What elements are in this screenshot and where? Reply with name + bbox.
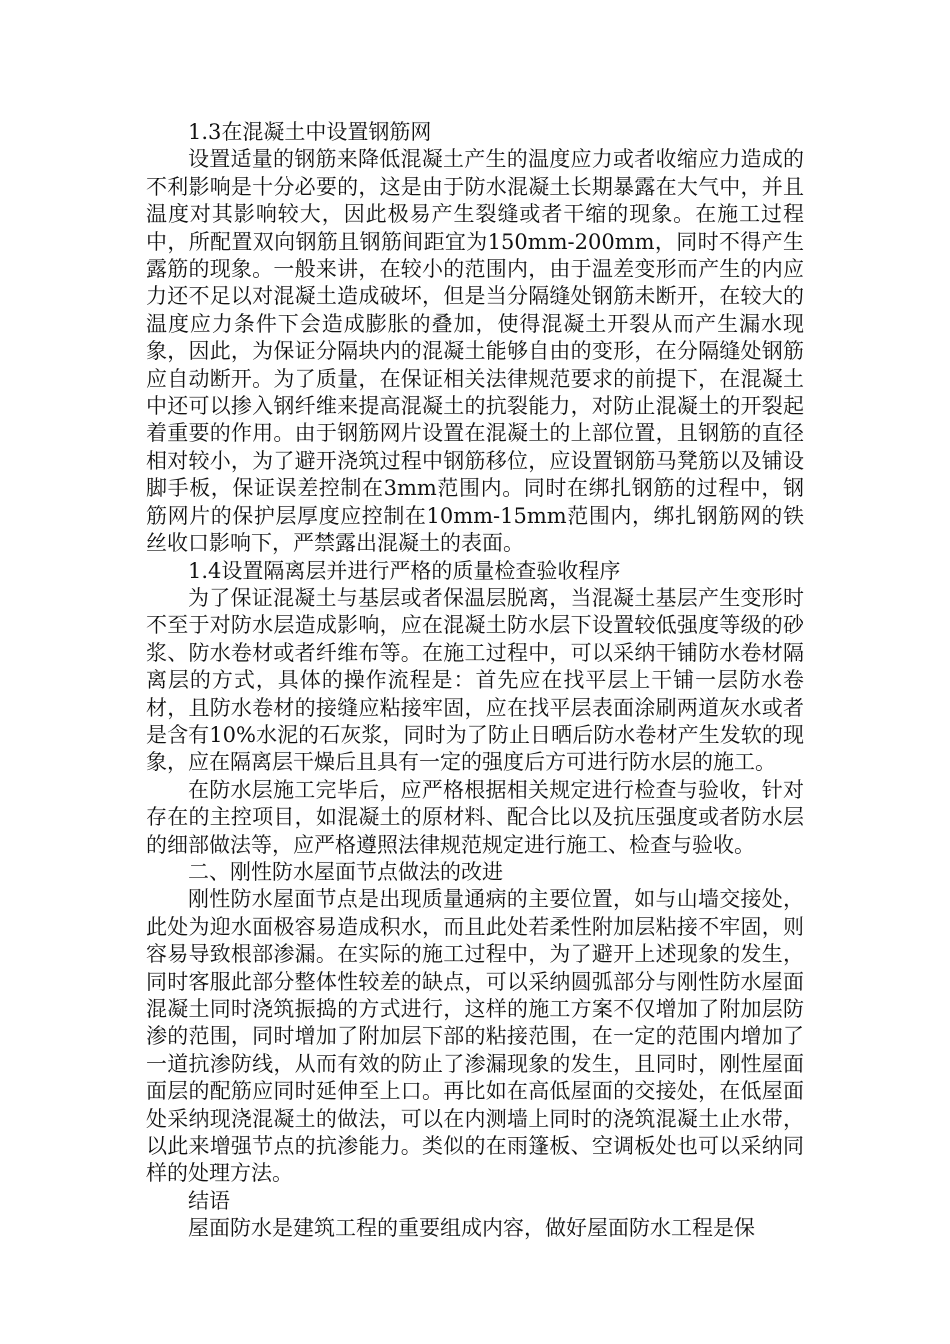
paragraph-conclusion: 屋面防水是建筑工程的重要组成内容，做好屋面防水工程是保 xyxy=(188,1216,755,1241)
paragraph-node-improvement: 刚性防水屋面节点是出现质量通病的主要位置，如与山墙交接处，此处为迎水面极容易造成积水，而且此处若柔性附加层粘接不牢固，则容易导致根部渗漏。在实际的施工过程中，为了避开上述现象的发生，同时客服此部分整体性较差的缺点，可以采纳圆弧部分与刚性防水屋面混凝土同时浇筑振捣的方式进行，这样的施工方案不仅增加了附加层防渗的范围，同时增加了附加层下部的粘接范围，在一定的范围内增加了一道抗渗防线，从而有效的防止了渗漏现象的发生，且同时，刚性屋面面层的配筋应同时延伸至上口。再比如在高低屋面的交接处，在低屋面处采纳现浇混凝土的做法，可以在内测墙上同时的浇筑混凝土止水带，以此来增强节点的抗渗能力。类似的在雨篷板、空调板处也可以采纳同样的处理方法。 xyxy=(146,887,804,1186)
paragraph-rebar-mesh: 设置适量的钢筋来降低混凝土产生的温度应力或者收缩应力造成的不利影响是十分必要的，这是由于防水混凝土长期暴露在大气中，并且温度对其影响较大，因此极易产生裂缝或者干缩的现象。在施工过程中，所配置双向钢筋且钢筋间距宜为150mm-200mm，同时不得产生露筋的现象。一般来讲，在较小的范围内，由于温差变形而产生的内应力还不足以对混凝土造成破坏，但是当分隔缝处钢筋未断开，在较大的温度应力条件下会造成膨胀的叠加，使得混凝土开裂从而产生漏水现象，因此，为保证分隔块内的混凝土能够自由的变形，在分隔缝处钢筋应自动断开。为了质量，在保证相关法律规范要求的前提下，在混凝土中还可以掺入钢纤维来提高混凝土的抗裂能力，对防止混凝土的开裂起着重要的作用。由于钢筋网片设置在混凝土的上部位置，且钢筋的直径相对较小，为了避开浇筑过程中钢筋移位，应设置钢筋马凳筋以及铺设脚手板，保证误差控制在3mm范围内。同时在绑扎钢筋的过程中，钢筋网片的保护层厚度应控制在10mm-15mm范围内，绑扎钢筋网的铁丝收口影响下，严禁露出混凝土的表面。 xyxy=(146,147,804,556)
section-heading-1-3: 1.3在混凝土中设置钢筋网 xyxy=(188,120,432,144)
paragraph-inspection-acceptance: 在防水层施工完毕后，应严格根据相关规定进行检查与验收，针对存在的主控项目，如混凝土的原材料、配合比以及抗压强度或者防水层的细部做法等，应严格遵照法律规范规定进行施工、检查与验收。 xyxy=(146,777,804,857)
paragraph-isolation-layer: 为了保证混凝土与基层或者保温层脱离，当混凝土基层产生变形时不至于对防水层造成影响，应在混凝土防水层下设置较低强度等级的砂浆、防水卷材或者纤维布等。在施工过程中，可以采纳干铺防水卷材隔离层的方式，具体的操作流程是：首先应在找平层上干铺一层防水卷材，且防水卷材的接缝应粘接牢固，应在找平层表面涂刷两道灰水或者是含有10%水泥的石灰浆，同时为了防止日晒后防水卷材产生发软的现象，应在隔离层干燥后且具有一定的强度后方可进行防水层的施工。 xyxy=(146,585,804,775)
conclusion-heading: 结语 xyxy=(188,1188,230,1213)
section-heading-1-4: 1.4设置隔离层并进行严格的质量检查验收程序 xyxy=(188,558,621,583)
section-heading-2: 二、刚性防水屋面节点做法的改进 xyxy=(188,859,503,884)
document-page xyxy=(146,119,804,1243)
